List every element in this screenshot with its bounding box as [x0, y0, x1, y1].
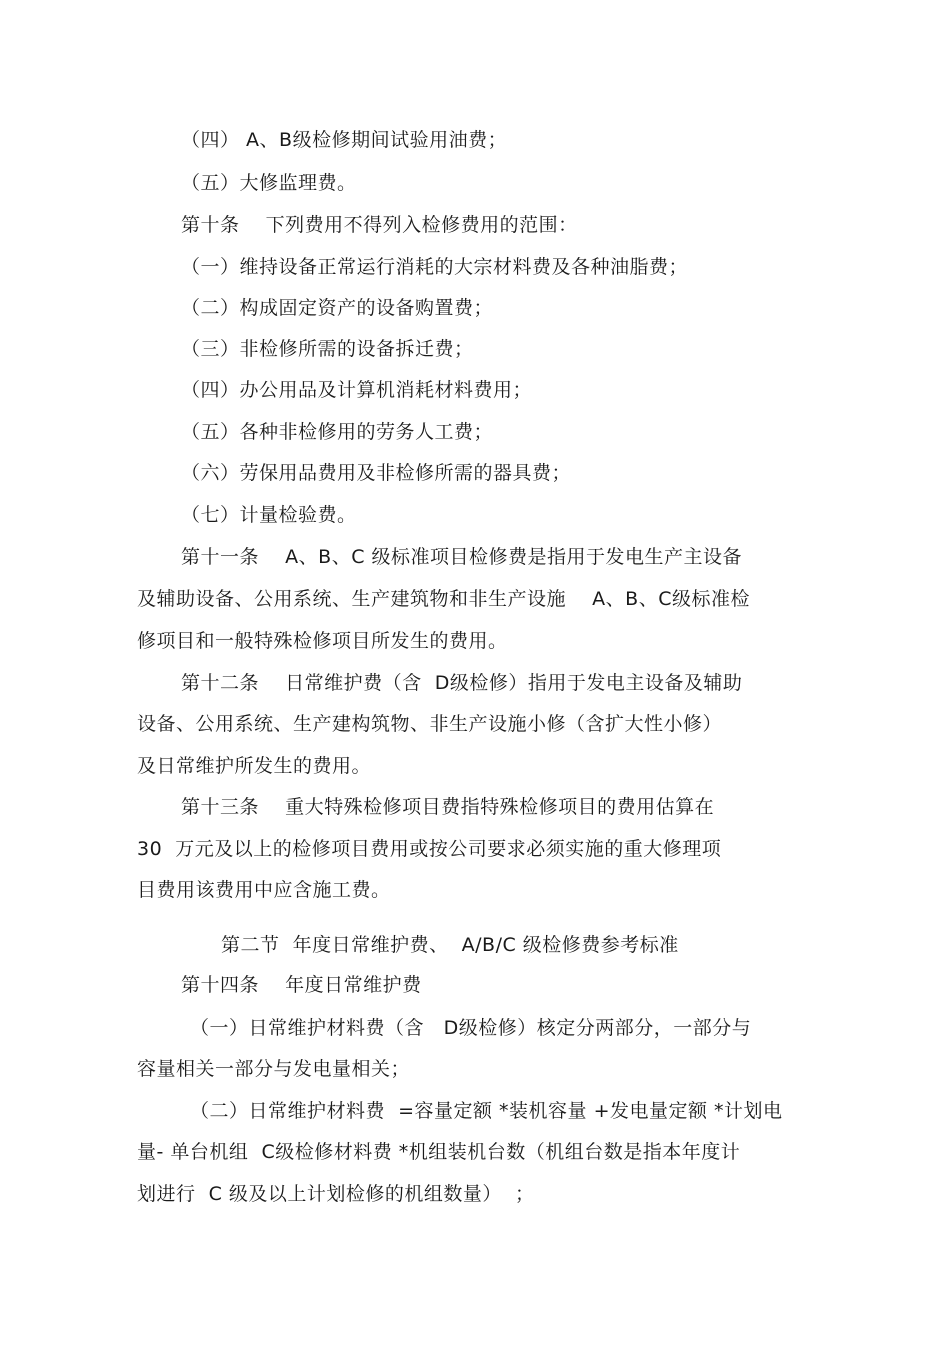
- text-line: 第十四条 年度日常维护费: [181, 974, 422, 996]
- text-line: 第十三条 重大特殊检修项目费指特殊检修项目的费用估算在: [181, 796, 715, 818]
- text-line: （六）劳保用品费用及非检修所需的器具费；: [181, 462, 572, 484]
- text-line: 第十条 下列费用不得列入检修费用的范围：: [181, 214, 578, 236]
- text-line: （五）各种非检修用的劳务人工费；: [181, 421, 494, 443]
- text-line: （二）日常维护材料费 =容量定额 *装机容量 +发电量定额 *计划电: [190, 1100, 783, 1122]
- text-line: 及日常维护所发生的费用。: [137, 755, 372, 777]
- text-line: （二）构成固定资产的设备购置费；: [181, 297, 494, 319]
- text-line: 第十一条 A、B、C 级标准项目检修费是指用于发电生产主设备: [181, 546, 742, 568]
- text-line: （四） A、B级检修期间试验用油费；: [181, 129, 508, 151]
- text-line: 及辅助设备、公用系统、生产建筑物和非生产设施 A、B、C级标准检: [137, 588, 750, 610]
- section-heading: 第二节 年度日常维护费、 A/B/C 级检修费参考标准: [221, 934, 679, 956]
- text-line: 第十二条 日常维护费（含 D级检修）指用于发电主设备及辅助: [181, 672, 743, 694]
- text-line: （三）非检修所需的设备拆迁费；: [181, 338, 474, 360]
- text-line: （七）计量检验费。: [181, 504, 357, 526]
- text-line: 修项目和一般特殊检修项目所发生的费用。: [137, 630, 508, 652]
- text-line: （一）日常维护材料费（含 D级检修）核定分两部分，一部分与: [190, 1017, 752, 1039]
- text-line: 量- 单台机组 C级检修材料费 *机组装机台数（机组台数是指本年度计: [137, 1141, 741, 1163]
- text-line: 设备、公用系统、生产建构筑物、非生产设施小修（含扩大性小修）: [137, 713, 723, 735]
- text-line: 目费用该费用中应含施工费。: [137, 879, 391, 901]
- text-line: （五）大修监理费。: [181, 172, 357, 194]
- text-line: 30 万元及以上的检修项目费用或按公司要求必须实施的重大修理项: [137, 838, 722, 860]
- text-line: （一）维持设备正常运行消耗的大宗材料费及各种油脂费；: [181, 256, 689, 278]
- text-line: 容量相关一部分与发电量相关；: [137, 1058, 411, 1080]
- text-line: （四）办公用品及计算机消耗材料费用；: [181, 379, 533, 401]
- text-line: 划进行 C 级及以上计划检修的机组数量） ；: [137, 1183, 535, 1205]
